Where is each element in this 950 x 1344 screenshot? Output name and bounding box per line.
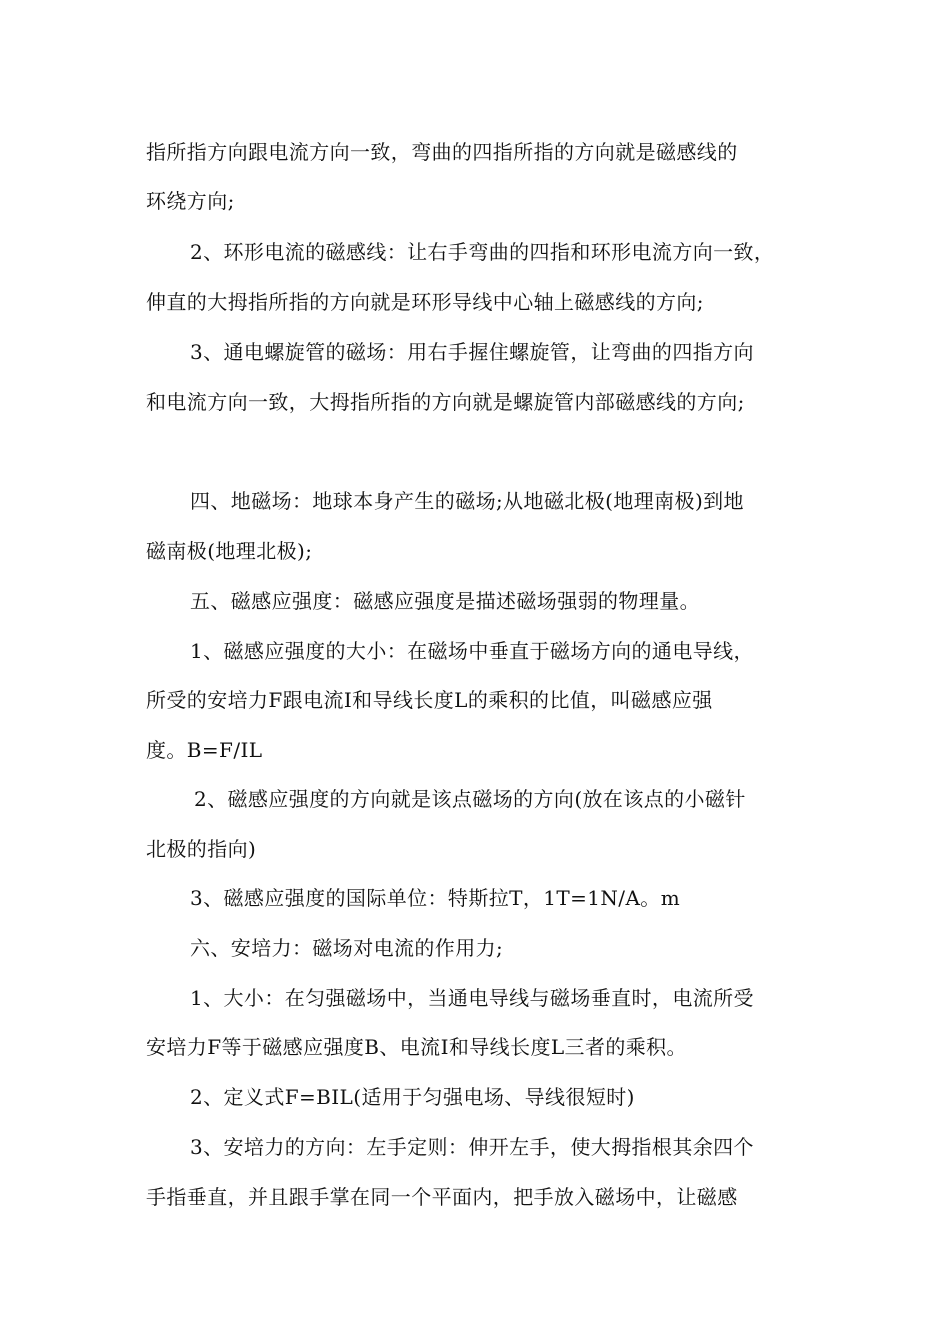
text-line: 指所指方向跟电流方向一致，弯曲的四指所指的方向就是磁感线的 [146,140,738,164]
text-line: 所受的安培力F跟电流I和导线长度L的乘积的比值，叫磁感应强 [146,688,713,712]
text-line: 3、磁感应强度的国际单位：特斯拉T，1T=1N/A。m [190,886,681,910]
text-line: 和电流方向一致，大拇指所指的方向就是螺旋管内部磁感线的方向; [146,390,745,414]
text-line: 磁南极(地理北极); [146,539,313,563]
text-line: 手指垂直，并且跟手掌在同一个平面内，把手放入磁场中，让磁感 [146,1185,738,1209]
text-line: 安培力F等于磁感应强度B、电流I和导线长度L三者的乘积。 [146,1035,687,1059]
text-line: 2、磁感应强度的方向就是该点磁场的方向(放在该点的小磁针 [194,787,746,811]
text-line: 北极的指向) [146,837,257,861]
text-line: 2、环形电流的磁感线：让右手弯曲的四指和环形电流方向一致， [190,240,775,264]
text-line: 2、定义式F=BIL(适用于匀强电场、导线很短时) [190,1085,635,1109]
text-line: 1、磁感应强度的大小：在磁场中垂直于磁场方向的通电导线， [190,639,754,663]
text-line: 六、安培力：磁场对电流的作用力; [190,936,504,960]
text-line: 伸直的大拇指所指的方向就是环形导线中心轴上磁感线的方向; [146,290,704,314]
text-line: 度。B=F/IL [146,738,263,762]
text-line: 1、大小：在匀强磁场中，当通电导线与磁场垂直时，电流所受 [190,986,754,1010]
text-line: 四、地磁场：地球本身产生的磁场;从地磁北极(地理南极)到地 [190,489,744,513]
text-line: 3、安培力的方向：左手定则：伸开左手，使大拇指根其余四个 [190,1135,754,1159]
text-line: 环绕方向; [146,189,235,213]
text-line: 五、磁感应强度：磁感应强度是描述磁场强弱的物理量。 [190,589,700,613]
text-line: 3、通电螺旋管的磁场：用右手握住螺旋管，让弯曲的四指方向 [190,340,754,364]
